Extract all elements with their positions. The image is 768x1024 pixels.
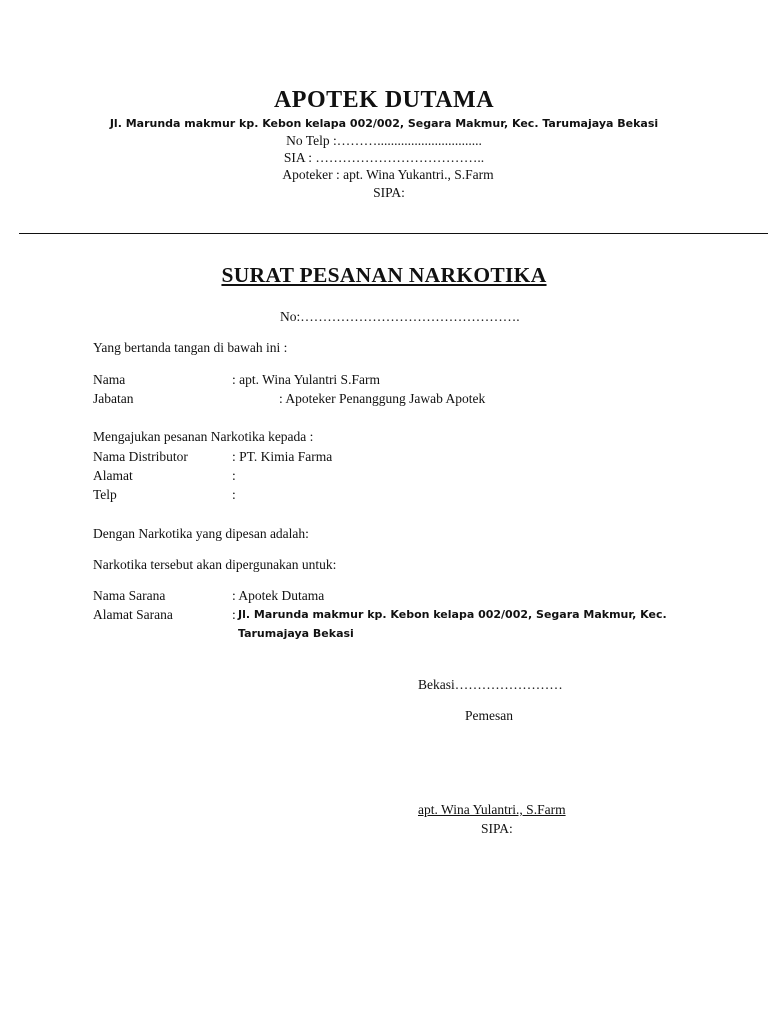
facility-address-line1: Jl. Marunda makmur kp. Kebon kelapa 002/002, Segara Makmur, Kec. xyxy=(238,608,667,621)
facility-name-label: Nama Sarana xyxy=(93,588,166,603)
pharmacy-address: Jl. Marunda makmur kp. Kebon kelapa 002/002, Segara Makmur, Kec. Tarumajaya Bekasi xyxy=(109,117,659,130)
purpose-text: Narkotika tersebut akan dipergunakan untuk: xyxy=(93,557,337,572)
facility-name-value: : Apotek Dutama xyxy=(232,588,325,603)
pharmacy-name: APOTEK DUTAMA xyxy=(273,87,495,113)
distributor-address-label: Alamat xyxy=(93,468,133,483)
document-title: SURAT PESANAN NARKOTIKA xyxy=(221,263,547,287)
facility-address-colon: : xyxy=(232,607,236,622)
header-divider xyxy=(19,233,768,234)
order-to-text: Mengajukan pesanan Narkotika kepada : xyxy=(93,429,314,444)
signer-role: Pemesan xyxy=(465,708,513,723)
position-value: : Apoteker Penanggung Jawab Apotek xyxy=(279,391,486,406)
facility-address-line2: Tarumajaya Bekasi xyxy=(238,627,354,640)
place-date: Bekasi…………………… xyxy=(418,677,563,692)
distributor-phone-value: : xyxy=(232,487,236,502)
phone-line: No Telp :………............................... xyxy=(286,133,482,148)
name-label: Nama xyxy=(93,372,126,387)
name-value: : apt. Wina Yulantri S.Farm xyxy=(232,372,380,387)
sipa-line: SIPA: xyxy=(373,185,405,200)
sia-line: SIA : ……………………………….. xyxy=(283,150,485,165)
distributor-address-value: : xyxy=(232,468,236,483)
signer-name: apt. Wina Yulantri., S.Farm xyxy=(418,802,566,817)
facility-address-label: Alamat Sarana xyxy=(93,607,173,622)
pharmacist-line: Apoteker : apt. Wina Yukantri., S.Farm xyxy=(282,167,494,182)
signer-sipa: SIPA: xyxy=(481,821,513,836)
position-label: Jabatan xyxy=(93,391,134,406)
distributor-name-label: Nama Distributor xyxy=(93,449,188,464)
ordered-items-text: Dengan Narkotika yang dipesan adalah: xyxy=(93,526,309,541)
distributor-phone-label: Telp xyxy=(93,487,117,502)
document-number: No:…………………………………………. xyxy=(280,309,520,324)
distributor-name-value: : PT. Kimia Farma xyxy=(232,449,333,464)
intro-text: Yang bertanda tangan di bawah ini : xyxy=(93,340,288,355)
